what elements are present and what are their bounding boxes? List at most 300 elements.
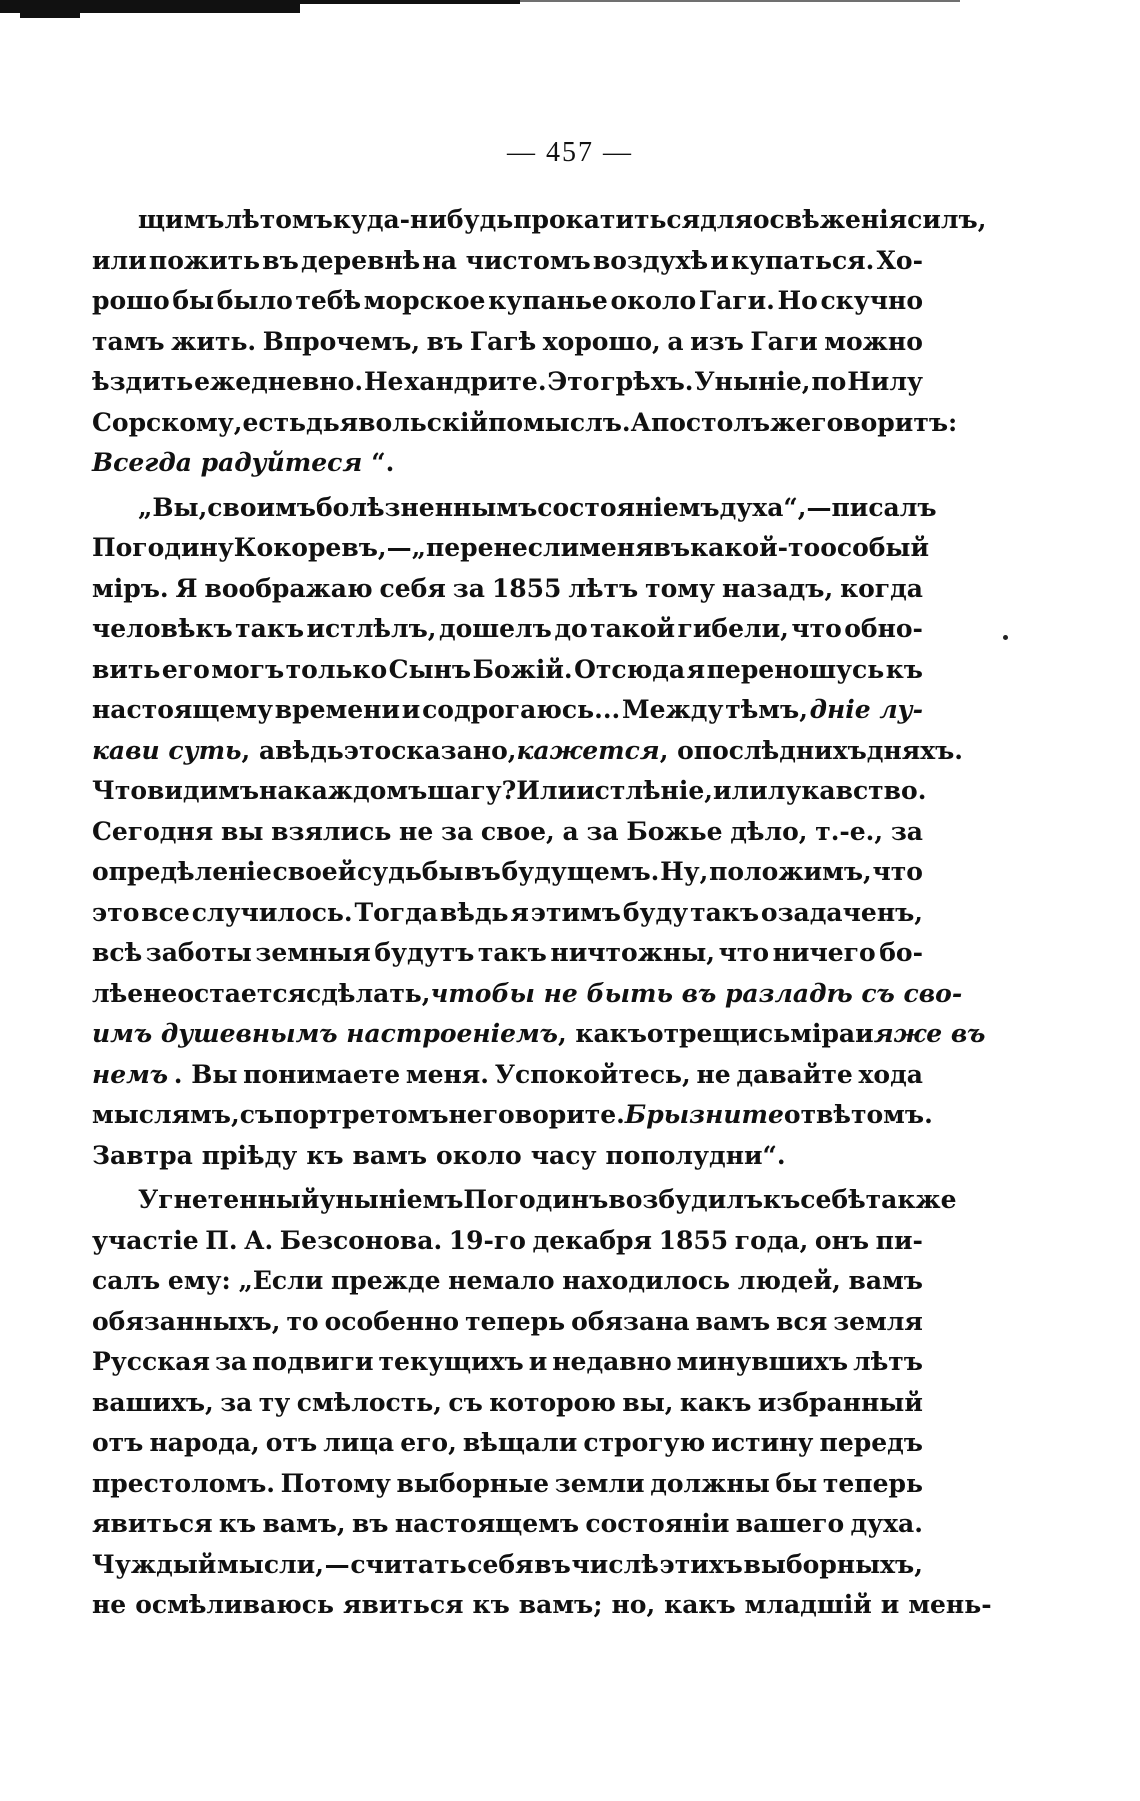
- word: Погодинъ: [463, 1185, 609, 1214]
- word: Впрочемъ,: [262, 326, 421, 356]
- word: міръ.: [92, 573, 169, 603]
- word: Русская: [92, 1347, 210, 1376]
- word: и: [401, 695, 421, 724]
- word: Что: [92, 776, 147, 805]
- word: бы: [775, 1468, 818, 1498]
- word: , о: [659, 735, 694, 765]
- word: его: [161, 654, 210, 684]
- word: обязанныхъ,: [92, 1306, 281, 1336]
- word: мыслямъ,: [92, 1100, 240, 1129]
- word: отвѣтомъ.: [783, 1100, 933, 1129]
- text-line: [92, 1095, 933, 1136]
- word: и: [880, 1590, 900, 1619]
- word: избранный: [757, 1387, 923, 1417]
- word: изъ: [690, 326, 744, 356]
- word: когда: [840, 573, 923, 603]
- word: мень-: [908, 1590, 992, 1619]
- word: пожить: [148, 245, 261, 275]
- word: вѣдь: [275, 735, 344, 765]
- word: минувшихъ: [676, 1347, 849, 1376]
- word: Или: [516, 776, 577, 805]
- word: заботы: [145, 938, 252, 967]
- word: человѣкъ: [92, 614, 233, 643]
- paragraph: [92, 1180, 992, 1626]
- word: людей,: [737, 1266, 841, 1295]
- word: въ: [262, 245, 299, 275]
- word: настоящему: [92, 695, 274, 724]
- text-line: [92, 488, 937, 529]
- word: въ: [351, 1509, 389, 1538]
- word: какой-то: [690, 533, 821, 562]
- word: обно-: [844, 614, 923, 643]
- word: прокатиться: [513, 205, 701, 234]
- word: вашихъ,: [92, 1387, 214, 1417]
- text-line: [92, 1221, 923, 1262]
- word: дошелъ: [438, 614, 552, 643]
- word: тому: [645, 573, 716, 603]
- word: отъ: [265, 1428, 318, 1457]
- word: свое,: [480, 816, 555, 846]
- word: немало: [448, 1266, 555, 1295]
- word: „Вы,: [138, 492, 208, 522]
- word: вся: [776, 1306, 828, 1336]
- word: силъ,: [907, 205, 987, 234]
- text-line: [92, 281, 923, 322]
- word: будутъ: [374, 938, 475, 967]
- word: Между: [621, 695, 724, 724]
- word: духа.: [850, 1509, 923, 1538]
- word: Сорскому,: [92, 407, 243, 437]
- word: въ: [653, 533, 691, 562]
- word: какъ: [679, 1387, 752, 1417]
- word: говоритъ:: [811, 407, 958, 437]
- word: духа“,—писалъ: [719, 492, 937, 522]
- word: случилось.: [191, 897, 353, 927]
- word: 19-го: [448, 1225, 526, 1255]
- word: было: [216, 286, 293, 315]
- word: рошо: [92, 286, 170, 315]
- paragraph: [92, 488, 986, 1177]
- word: уныніемъ: [319, 1185, 464, 1214]
- word: портретомъ: [274, 1100, 449, 1129]
- word: или: [92, 245, 147, 275]
- word: „Если: [238, 1266, 324, 1295]
- word: освѣженія: [752, 205, 908, 234]
- text-line: [92, 403, 958, 444]
- word: это: [92, 897, 140, 927]
- text-line: [92, 1545, 923, 1586]
- word: какъ: [664, 1590, 736, 1619]
- word: Гагѣ: [469, 326, 537, 356]
- text-line: [92, 690, 923, 731]
- word: Апостолъ: [630, 407, 771, 437]
- text-line: [92, 1014, 986, 1055]
- word: скучно: [820, 286, 923, 315]
- word: опредѣленіе: [92, 857, 272, 886]
- word: ту: [258, 1387, 291, 1417]
- word: Хо-: [876, 245, 923, 275]
- word: теперь: [465, 1306, 566, 1336]
- word: Успокойтесь,: [494, 1059, 691, 1089]
- word: то: [286, 1306, 319, 1336]
- word: по: [811, 367, 847, 396]
- text-line: [92, 1055, 923, 1096]
- word: сказано,: [391, 735, 517, 765]
- word: не: [399, 816, 434, 846]
- word: Это: [547, 367, 600, 396]
- text-line: [92, 933, 923, 974]
- word: не: [448, 1100, 483, 1129]
- word: а: [562, 816, 579, 846]
- italic-word: дніе лу-: [809, 695, 923, 724]
- word: земли: [554, 1468, 645, 1498]
- word: вамъ: [352, 1140, 428, 1170]
- italic-word: яже въ: [873, 1019, 986, 1048]
- word: лѣтъ: [853, 1347, 923, 1376]
- word: могъ: [211, 654, 285, 684]
- text-line: [92, 200, 987, 241]
- text-line: [92, 1504, 923, 1545]
- word: всѣ: [92, 938, 143, 967]
- word: куда-нибудь: [332, 205, 514, 234]
- text-line: [92, 569, 923, 610]
- word: болѣзненнымъ: [316, 492, 538, 522]
- word: пополудни“.: [605, 1140, 786, 1170]
- word: явиться: [92, 1509, 213, 1538]
- word: воображаю: [204, 573, 373, 603]
- word: —: [324, 1549, 350, 1579]
- italic-word: кажется: [516, 735, 660, 765]
- margin-speck: [1003, 635, 1008, 640]
- word: ничего: [772, 938, 876, 967]
- word: текущихъ: [378, 1347, 524, 1376]
- word: сдѣлать,: [306, 978, 431, 1008]
- word: его,: [400, 1428, 457, 1457]
- text-line: [92, 241, 923, 282]
- word: а: [667, 326, 684, 356]
- word: участіе: [92, 1225, 199, 1255]
- word: передъ: [819, 1428, 923, 1457]
- word: престоломъ.: [92, 1468, 275, 1498]
- word: вы: [220, 816, 264, 846]
- text-line: [92, 974, 963, 1015]
- word: тѣмъ,: [725, 695, 808, 724]
- word: Но: [777, 286, 818, 315]
- word: помыслъ.: [488, 407, 631, 437]
- word: ничтожны,: [550, 938, 716, 967]
- word: особенно: [324, 1306, 460, 1336]
- italic-word: кави суть: [92, 735, 242, 765]
- word: дѣло,: [730, 816, 808, 846]
- word: купанье: [488, 286, 608, 315]
- word: салъ: [92, 1266, 161, 1295]
- word: Потому: [280, 1468, 391, 1498]
- word: грѣхъ.: [600, 367, 694, 396]
- word: Я: [175, 573, 198, 603]
- word: до: [554, 614, 588, 643]
- text-line: [92, 1136, 923, 1177]
- text-line: [92, 1261, 923, 1302]
- word: 1855: [658, 1225, 729, 1255]
- word: остается: [177, 978, 307, 1008]
- word: такой: [590, 614, 676, 643]
- word: себя: [379, 573, 446, 603]
- word: не: [92, 1590, 127, 1619]
- word: воздухѣ: [592, 245, 709, 275]
- word: года,: [734, 1225, 809, 1255]
- word: за: [586, 816, 619, 846]
- word: послѣднихъ: [693, 735, 867, 765]
- word: вѣщали: [462, 1428, 578, 1457]
- text-block: [92, 200, 992, 1626]
- word: Божье: [626, 816, 723, 846]
- text-line: [92, 1302, 923, 1343]
- word: видимъ: [147, 776, 260, 805]
- word: лѣтъ: [568, 573, 639, 603]
- word: теперь: [822, 1468, 923, 1498]
- italic-word: немъ: [92, 1059, 169, 1089]
- text-line: [92, 1180, 957, 1221]
- word: за: [214, 1347, 248, 1376]
- page-number: — 457 —: [507, 137, 633, 168]
- word: хорошо,: [542, 326, 661, 356]
- word: тебѣ: [295, 286, 362, 315]
- italic-word: чтобы не быть въ разладѣ съ сво-: [430, 978, 963, 1008]
- word: вашего: [735, 1509, 845, 1538]
- word: ему:: [167, 1266, 231, 1295]
- word: для: [700, 205, 753, 234]
- word: вамъ: [848, 1266, 923, 1295]
- word: назадъ,: [721, 573, 834, 603]
- word: съ: [239, 1100, 275, 1129]
- word: въ: [464, 857, 501, 886]
- text-line: [92, 893, 923, 934]
- word: истину: [711, 1428, 814, 1457]
- word: выборныхъ,: [743, 1549, 923, 1579]
- word: къ: [763, 1185, 801, 1214]
- word: А.: [244, 1225, 274, 1255]
- word: около: [436, 1140, 522, 1170]
- word: младшій: [744, 1590, 872, 1619]
- word: озадаченъ,: [760, 897, 923, 927]
- word: не: [143, 978, 178, 1008]
- word: Божій.: [472, 654, 573, 684]
- word: вѣдь: [439, 897, 509, 927]
- word: хода: [858, 1059, 923, 1089]
- word: онъ: [814, 1225, 870, 1255]
- word: къ: [472, 1590, 510, 1619]
- word: особый: [820, 533, 930, 562]
- word: все: [141, 897, 190, 927]
- word: что: [872, 857, 923, 886]
- word: понимаете: [243, 1059, 401, 1089]
- word: такъ: [235, 614, 305, 643]
- word: строгую: [583, 1428, 706, 1457]
- word: такъ: [477, 938, 547, 967]
- word: вы,: [622, 1387, 674, 1417]
- word: же: [770, 407, 812, 437]
- word: можно: [824, 326, 923, 356]
- word: своей: [272, 857, 357, 886]
- word: Не: [363, 367, 404, 396]
- word: Сегодня: [92, 816, 214, 846]
- word: декабря: [532, 1225, 652, 1255]
- word: или: [712, 776, 768, 805]
- word: Завтра: [92, 1140, 193, 1170]
- word: времени: [274, 695, 401, 724]
- word: купаться.: [730, 245, 875, 275]
- word: жить.: [171, 326, 257, 356]
- word: лѣтомъ: [224, 205, 333, 234]
- word: этихъ: [659, 1549, 743, 1579]
- word: состояніемъ: [537, 492, 720, 522]
- word: П.: [205, 1225, 238, 1255]
- word: отъ: [92, 1428, 144, 1457]
- word: смѣлость,: [296, 1387, 442, 1417]
- word: должны: [650, 1468, 770, 1498]
- word: шагу?: [427, 776, 517, 805]
- word: , какъ: [557, 1019, 647, 1048]
- word: вамъ: [695, 1306, 771, 1336]
- word: есть: [242, 407, 307, 437]
- text-line: [92, 852, 923, 893]
- word: своимъ: [207, 492, 316, 522]
- word: за: [452, 573, 485, 603]
- word: содрогаюсь...: [422, 695, 621, 724]
- word: деревнѣ: [301, 245, 421, 275]
- word: народа,: [149, 1428, 260, 1457]
- word: вить: [92, 654, 161, 684]
- word: пріѣду: [201, 1140, 298, 1170]
- word: міра: [790, 1019, 856, 1048]
- word: говорите.: [482, 1100, 625, 1129]
- word: на: [259, 776, 294, 805]
- word: осмѣливаюсь: [135, 1590, 334, 1619]
- word: Безсонова.: [279, 1225, 443, 1255]
- word: также: [865, 1185, 957, 1214]
- word: Отсюда: [574, 654, 686, 684]
- paragraph: [92, 200, 987, 484]
- word: находилось: [562, 1266, 731, 1295]
- text-line: [92, 1423, 923, 1464]
- word: Нилу: [847, 367, 923, 396]
- word: я: [686, 654, 706, 684]
- word: . Вы: [173, 1059, 238, 1089]
- word: Чуждый: [92, 1549, 217, 1579]
- text-line: [92, 1342, 923, 1383]
- word: , а: [241, 735, 276, 765]
- word: только: [285, 654, 388, 684]
- text-line: [92, 1383, 923, 1424]
- word: давайте: [736, 1059, 853, 1089]
- word: Гаги: [750, 326, 818, 356]
- word: дняхъ.: [866, 735, 964, 765]
- word: вамъ,: [262, 1509, 346, 1538]
- word: хандрите.: [404, 367, 547, 396]
- text-line: [92, 322, 923, 363]
- text-line: [92, 650, 923, 691]
- word: тамъ: [92, 326, 165, 356]
- word: которою: [489, 1387, 616, 1417]
- word: бо-: [879, 938, 923, 967]
- word: недавно: [552, 1347, 672, 1376]
- italic-word: Всегда радуйтеся: [92, 448, 363, 477]
- word: выборные: [396, 1468, 550, 1498]
- word: Угнетенный: [138, 1185, 320, 1214]
- word: но,: [611, 1590, 656, 1619]
- word: это: [343, 735, 392, 765]
- word: на чистомъ: [422, 245, 591, 275]
- word: щимъ: [138, 205, 225, 234]
- word: бы: [172, 286, 215, 315]
- word: прежде: [330, 1266, 441, 1295]
- word: я: [510, 897, 529, 927]
- word: меня: [579, 533, 654, 562]
- scan-edge-artifact: [0, 0, 960, 22]
- word: Кокоревъ,—„перенесли: [233, 533, 580, 562]
- word: къ: [306, 1140, 344, 1170]
- italic-word: имъ душевнымъ настроеніемъ: [92, 1019, 558, 1048]
- word: что: [791, 614, 842, 643]
- word: Тогда: [354, 897, 438, 927]
- word: ѣздить: [92, 367, 194, 396]
- word: взялись: [271, 816, 392, 846]
- text-line: [92, 1464, 923, 1505]
- word: и: [710, 245, 729, 275]
- word: считать: [350, 1549, 467, 1579]
- word: и: [855, 1019, 874, 1048]
- word: себѣ: [800, 1185, 866, 1214]
- text-line: [92, 528, 930, 569]
- text-line: [92, 771, 927, 812]
- text-line: [92, 812, 923, 853]
- text-line: [92, 362, 923, 403]
- text-line: [92, 443, 923, 484]
- word: Сынъ: [388, 654, 472, 684]
- word: что: [718, 938, 770, 967]
- word: около: [610, 286, 697, 315]
- word: явиться: [342, 1590, 464, 1619]
- word: морское: [363, 286, 486, 315]
- word: лица: [323, 1428, 395, 1457]
- word: настоящемъ: [394, 1509, 580, 1538]
- word: за: [220, 1387, 253, 1417]
- word: вамъ;: [518, 1590, 603, 1619]
- word: Ну,: [660, 857, 709, 886]
- word: за: [440, 816, 474, 846]
- word: Уныніе,: [694, 367, 811, 396]
- word: каждомъ: [293, 776, 428, 805]
- word: въ: [534, 1549, 571, 1579]
- word: не: [696, 1059, 731, 1089]
- word: и: [528, 1347, 548, 1376]
- word: состояніи: [585, 1509, 730, 1538]
- word: буду: [622, 897, 689, 927]
- word: обязана: [571, 1306, 690, 1336]
- word: переношусь: [706, 654, 885, 684]
- word: меня.: [405, 1059, 489, 1089]
- word: подвиги: [252, 1347, 374, 1376]
- word: положимъ,: [709, 857, 872, 886]
- word: “.: [371, 448, 395, 477]
- word: за: [890, 816, 923, 846]
- word: числѣ: [571, 1549, 659, 1579]
- word: къ: [885, 654, 923, 684]
- word: лукавство.: [767, 776, 927, 805]
- word: этимъ: [530, 897, 621, 927]
- word: мысли,: [217, 1549, 324, 1579]
- word: Погодину: [92, 533, 234, 562]
